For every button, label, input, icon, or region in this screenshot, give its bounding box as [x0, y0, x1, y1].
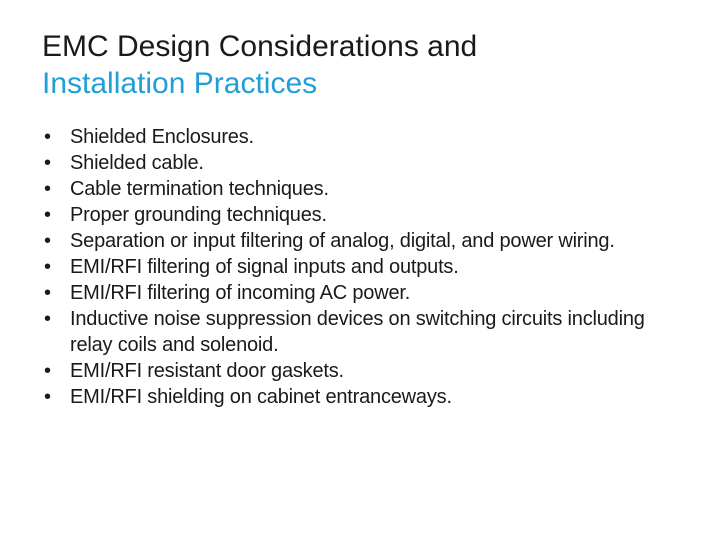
- bullet-item: • EMI/RFI filtering of incoming AC power.: [44, 280, 684, 306]
- bullet-item: • Shielded cable.: [44, 150, 684, 176]
- bullet-list: [44, 124, 684, 410]
- title-line-2: Installation Practices: [42, 67, 318, 100]
- bullet-item: • EMI/RFI filtering of signal inputs and outputs.: [44, 254, 684, 280]
- bullet-item: • EMI/RFI resistant door gaskets.: [44, 358, 684, 384]
- bullet-item: • Proper grounding techniques.: [44, 202, 684, 228]
- bullet-item: • Separation or input filtering of analog, digital, and power wiring.: [44, 228, 684, 254]
- bullet-item: • EMI/RFI shielding on cabinet entranceways.: [44, 384, 684, 410]
- bullet-item: • Cable termination techniques.: [44, 176, 684, 202]
- slide-title: [42, 28, 477, 102]
- bullet-item: • Inductive noise suppression devices on switching circuits including relay coils and solenoid.: [44, 306, 684, 358]
- bullet-item: • Shielded Enclosures.: [44, 124, 684, 150]
- title-line-1: EMC Design Considerations and: [42, 30, 478, 63]
